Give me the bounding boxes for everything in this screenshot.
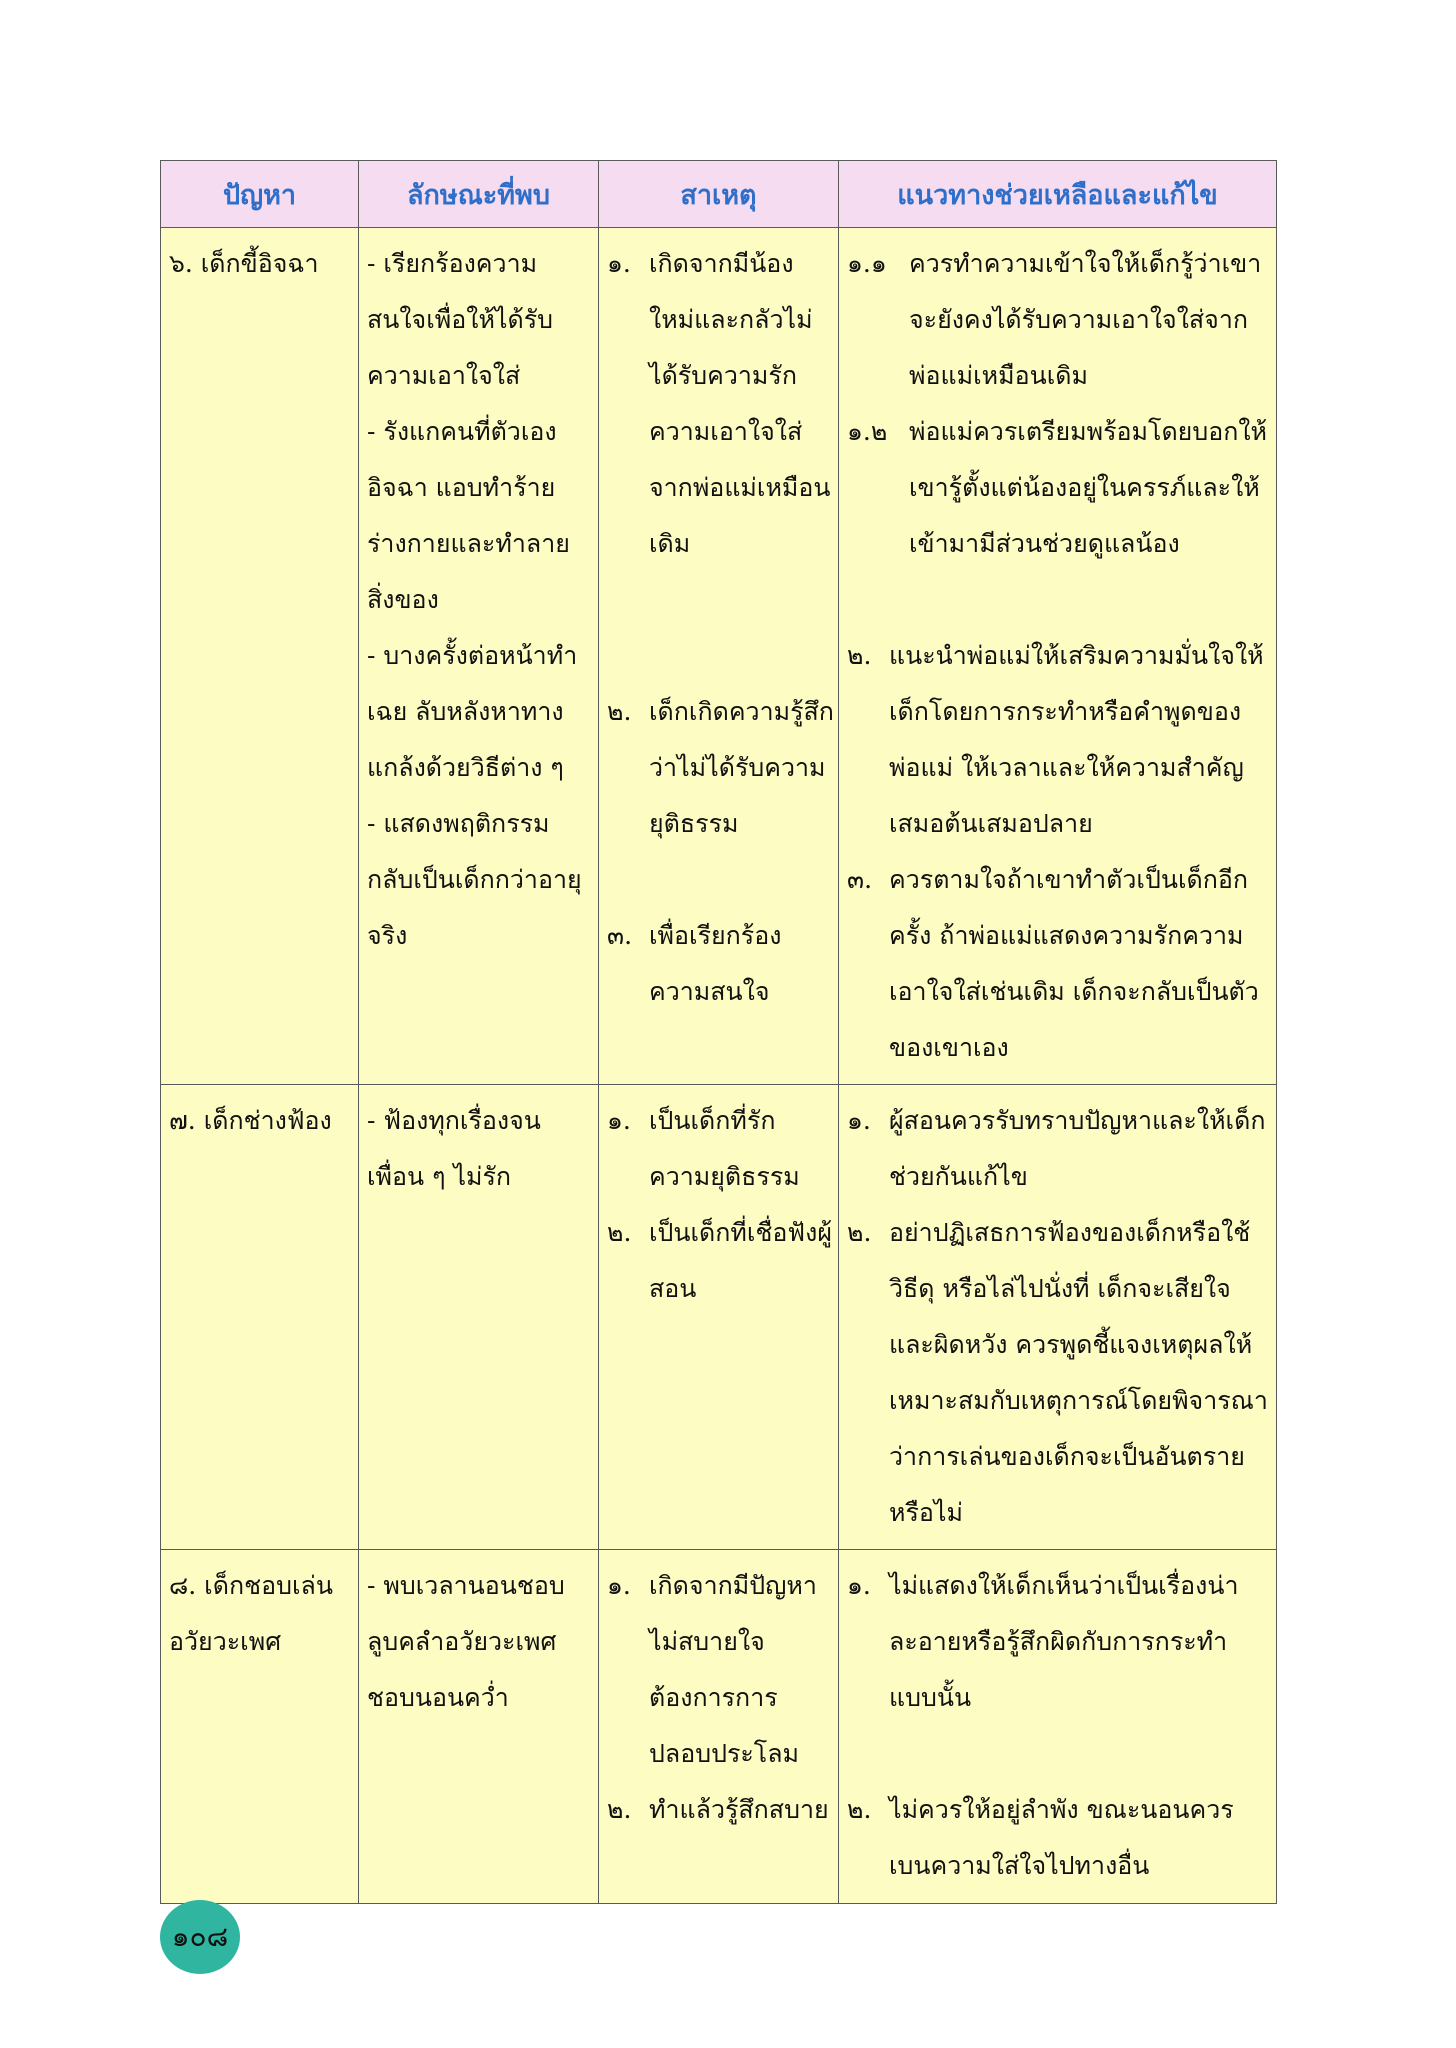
list-item — [607, 684, 834, 852]
item-number: ๓. — [607, 921, 633, 950]
table-row — [161, 1550, 1277, 1904]
causes-cell — [599, 1550, 839, 1904]
solutions-cell — [839, 228, 1277, 1085]
item-text: แนะนำพ่อแม่ให้เสริมความมั่นใจให้เด็กโดยการกระทำหรือคำพูดของพ่อแม่ ให้เวลาและให้ความสำคัญเสมอต้นเสมอปลาย — [889, 641, 1264, 838]
list-item: - แสดงพฤติกรรมกลับเป็นเด็กกว่าอายุจริง — [367, 809, 582, 950]
list-item — [607, 1205, 834, 1317]
list-item: - พบเวลานอนชอบลูบคลำอวัยวะเพศชอบนอนคว่ำ — [367, 1571, 565, 1712]
item-text: เป็นเด็กที่เชื่อฟังผู้สอน — [649, 1218, 832, 1303]
item-text: เกิดจากมีปัญหาไม่สบายใจต้องการการปลอบประโลม — [649, 1571, 817, 1768]
list-item — [607, 1093, 834, 1205]
table-row — [161, 1085, 1277, 1550]
list-item — [607, 236, 834, 572]
item-text: อย่าปฏิเสธการฟ้องของเด็กหรือใช้วิธีดุ หรือไล่ไปนั่งที่ เด็กจะเสียใจและผิดหวัง ควรพูดชี้แจงเหตุผลให้เหมาะสมกับเหตุการณ์โดยพิจารณาว่าการเล่นของเด็กจะเป็นอันตรายหรือไม่ — [889, 1218, 1268, 1527]
header-causes: สาเหตุ — [599, 161, 839, 228]
item-number: ๒. — [847, 641, 872, 670]
item-number: ๒. — [607, 1218, 632, 1247]
traits-cell — [359, 1550, 599, 1904]
list-item — [847, 404, 1272, 572]
solutions-cell — [839, 1085, 1277, 1550]
list-item — [847, 852, 1272, 1076]
item-text: ควรตามใจถ้าเขาทำตัวเป็นเด็กอีกครั้ง ถ้าพ่อแม่แสดงความรักความเอาใจใส่เช่นเดิม เด็กจะกลับเป็นตัวของเขาเอง — [889, 865, 1259, 1062]
item-number: ๒. — [607, 697, 632, 726]
header-problem: ปัญหา — [161, 161, 359, 228]
list-item — [847, 1205, 1272, 1541]
item-number: ๑. — [847, 1106, 871, 1135]
item-number: ๑. — [847, 1571, 871, 1600]
item-number: ๑. — [607, 1571, 631, 1600]
table-row — [161, 228, 1277, 1085]
item-number: ๒. — [847, 1795, 872, 1824]
item-text: ทำแล้วรู้สึกสบาย — [649, 1795, 829, 1824]
list-item: - รังแกคนที่ตัวเองอิจฉา แอบทำร้ายร่างกายและทำลายสิ่งของ — [367, 417, 570, 614]
item-number: ๑.๒ — [847, 417, 888, 446]
item-text: เด็กเกิดความรู้สึกว่าไม่ได้รับความยุติธรรม — [649, 697, 834, 838]
item-number: ๒. — [607, 1795, 632, 1824]
item-number: ๒. — [847, 1218, 872, 1247]
item-text: เป็นเด็กที่รักความยุติธรรม — [649, 1106, 800, 1191]
header-traits: ลักษณะที่พบ — [359, 161, 599, 228]
list-item: - ฟ้องทุกเรื่องจนเพื่อน ๆ ไม่รัก — [367, 1106, 541, 1191]
item-text: เพื่อเรียกร้องความสนใจ — [649, 921, 782, 1006]
list-item — [847, 236, 1272, 404]
problem-cell — [161, 1550, 359, 1904]
list-item — [607, 1558, 834, 1782]
item-text: เกิดจากมีน้องใหม่และกลัวไม่ได้รับความรักความเอาใจใส่จากพ่อแม่เหมือนเดิม — [649, 249, 831, 558]
list-item — [847, 1093, 1272, 1205]
list-item — [607, 1782, 834, 1838]
list-item — [847, 628, 1272, 852]
list-item — [847, 1782, 1272, 1894]
list-item — [847, 1558, 1272, 1726]
item-number: ๑.๑ — [847, 249, 887, 278]
problem-cell — [161, 228, 359, 1085]
causes-cell — [599, 228, 839, 1085]
problem-text: ๗. เด็กช่างฟ้อง — [169, 1106, 332, 1135]
header-solutions: แนวทางช่วยเหลือและแก้ไข — [839, 161, 1277, 228]
problem-text: ๘. เด็กชอบเล่นอวัยวะเพศ — [169, 1571, 333, 1656]
causes-cell — [599, 1085, 839, 1550]
item-text: ไม่ควรให้อยู่ลำพัง ขณะนอนควรเบนความใส่ใจไปทางอื่น — [889, 1795, 1234, 1880]
item-text: ควรทำความเข้าใจให้เด็กรู้ว่าเขาจะยังคงได้รับความเอาใจใส่จากพ่อแม่เหมือนเดิม — [909, 249, 1262, 390]
page-number-badge: ๑๐๘ — [160, 1900, 240, 1974]
item-text: ผู้สอนควรรับทราบปัญหาและให้เด็กช่วยกันแก้ไข — [889, 1106, 1266, 1191]
item-number: ๑. — [607, 249, 631, 278]
solutions-cell — [839, 1550, 1277, 1904]
table-header-row — [161, 161, 1277, 228]
item-text: ไม่แสดงให้เด็กเห็นว่าเป็นเรื่องน่าละอายหรือรู้สึกผิดกับการกระทำแบบนั้น — [889, 1571, 1239, 1712]
traits-cell — [359, 228, 599, 1085]
list-item — [607, 908, 834, 1020]
problem-table — [160, 160, 1277, 1904]
traits-cell — [359, 1085, 599, 1550]
problem-text: ๖. เด็กขี้อิจฉา — [169, 249, 319, 278]
problem-cell — [161, 1085, 359, 1550]
item-number: ๑. — [607, 1106, 631, 1135]
list-item: - บางครั้งต่อหน้าทำเฉย ลับหลังหาทางแกล้งด้วยวิธีต่าง ๆ — [367, 641, 578, 782]
item-number: ๓. — [847, 865, 873, 894]
list-item: - เรียกร้องความสนใจเพื่อให้ได้รับความเอาใจใส่ — [367, 249, 554, 390]
item-text: พ่อแม่ควรเตรียมพร้อมโดยบอกให้เขารู้ตั้งแต่น้องอยู่ในครรภ์และให้เข้ามามีส่วนช่วยดูแลน้อง — [909, 417, 1268, 558]
